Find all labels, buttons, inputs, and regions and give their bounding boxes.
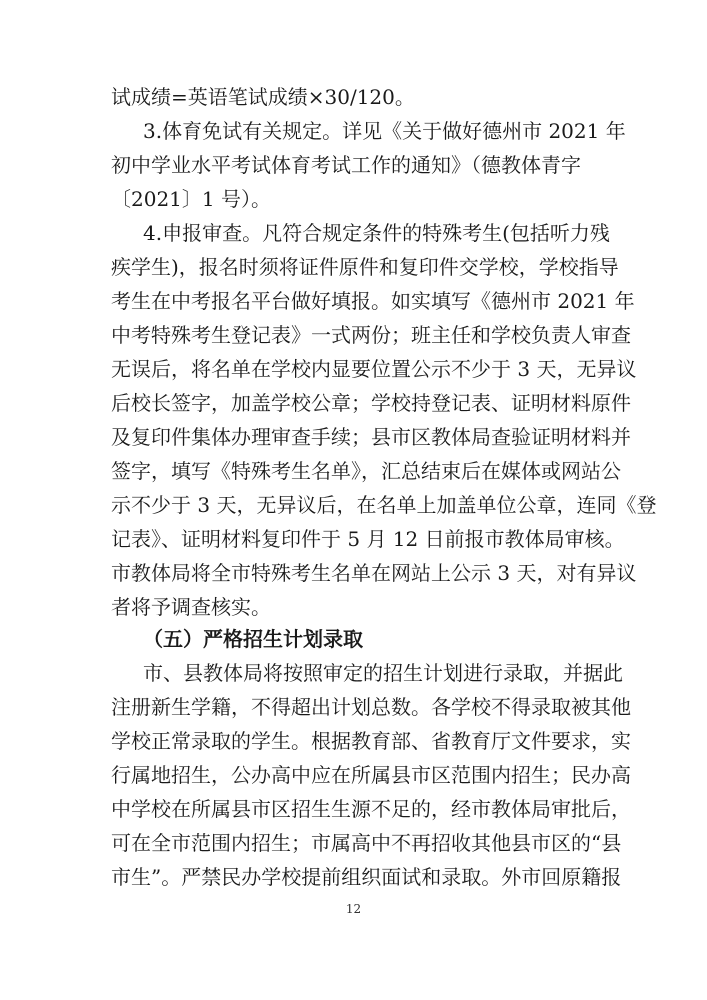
text-line: 考生在中考报名平台做好填报。如实填写《德州市 2021 年 (111, 289, 635, 313)
text-line: 注册新生学籍，不得超出计划总数。各学校不得录取被其他 (111, 695, 631, 719)
text-line: 者将予调查核实。 (111, 595, 271, 619)
text-line: 〔2021〕1 号）。 (111, 187, 271, 211)
text-line: 市生”。严禁民办学校提前组织面试和录取。外市回原籍报 (111, 865, 622, 889)
text-line: 疾学生)，报名时须将证件原件和复印件交学校，学校指导 (111, 255, 619, 279)
text-line: 中学校在所属县市区招生生源不足的，经市教体局审批后， (111, 797, 631, 821)
text-line: 市、县教体局将按照审定的招生计划进行录取，并据此 (143, 661, 623, 685)
text-line: 行属地招生，公办高中应在所属县市区范围内招生；民办高 (111, 763, 631, 787)
text-line: 可在全市范围内招生；市属高中不再招收其他县市区的“县 (111, 831, 622, 855)
text-line: 4.申报审查。凡符合规定条件的特殊考生(包括听力残 (143, 221, 610, 245)
text-line: 无误后，将名单在学校内显要位置公示不少于 3 天，无异议 (111, 357, 637, 381)
text-line: 签字，填写《特殊考生名单》，汇总结束后在媒体或网站公 (111, 459, 621, 483)
text-line: 中考特殊考生登记表》一式两份；班主任和学校负责人审查 (111, 323, 631, 347)
text-line: 后校长签字，加盖学校公章；学校持登记表、证明材料原件 (111, 391, 631, 415)
text-line: 试成绩=英语笔试成绩×30/120。 (111, 85, 415, 109)
section-heading: （五）严格招生计划录取 (143, 627, 363, 651)
page-number: 12 (345, 902, 362, 916)
text-line: 学校正常录取的学生。根据教育部、省教育厅文件要求，实 (111, 729, 631, 753)
text-line: 初中学业水平考试体育考试工作的通知》（德教体青字 (111, 153, 581, 177)
text-line: 记表》、证明材料复印件于 5 月 12 日前报市教体局审核。 (111, 527, 625, 551)
text-line: 示不少于 3 天，无异议后，在名单上加盖单位公章，连同《登 (111, 493, 657, 517)
text-line: 市教体局将全市特殊考生名单在网站上公示 3 天，对有异议 (111, 561, 637, 585)
text-line: 及复印件集体办理审查手续；县市区教体局查验证明材料并 (111, 425, 631, 449)
text-line: 3.体育免试有关规定。详见《关于做好德州市 2021 年 (143, 119, 626, 143)
